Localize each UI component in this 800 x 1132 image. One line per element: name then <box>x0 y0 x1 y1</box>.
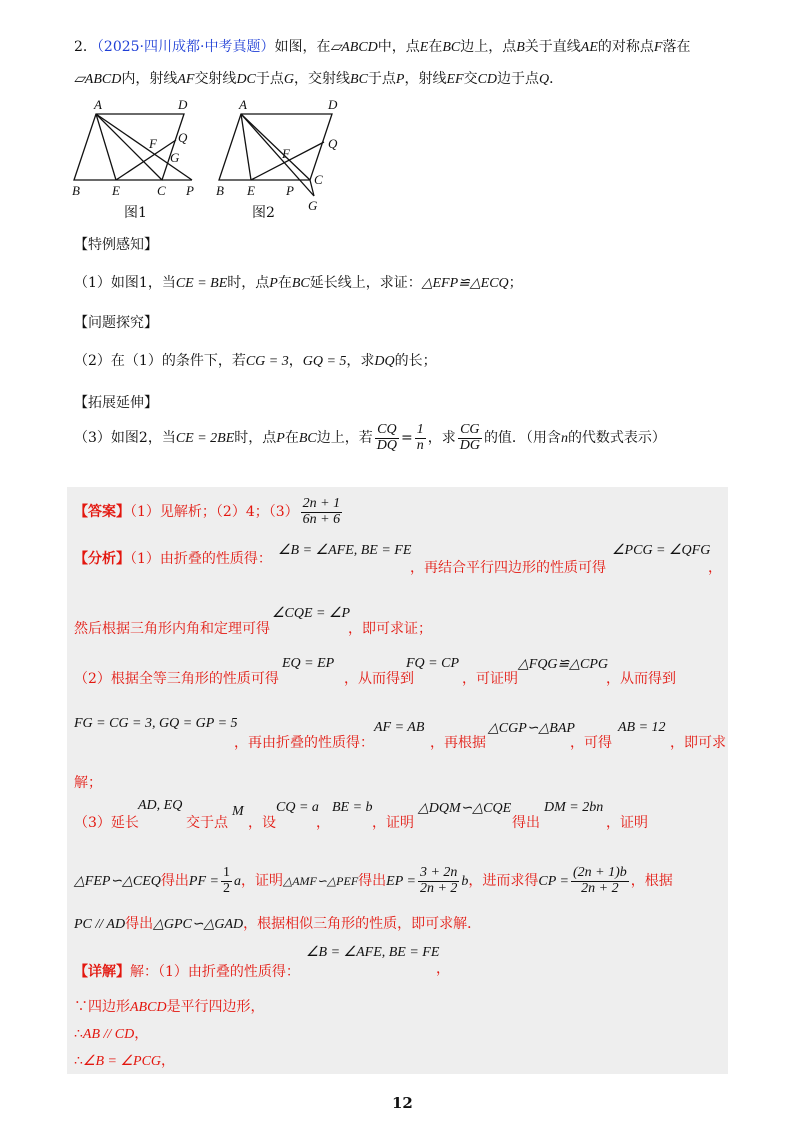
analysis-math-19: PC // AD <box>74 917 126 932</box>
fig1-label-c: C <box>157 183 166 198</box>
analysis-text-6c: ，设 <box>248 815 276 831</box>
detail-line-2: ∵四边形ABCD是平行四边形， <box>74 999 265 1015</box>
analysis-math-20: △GPC∽△GAD <box>153 917 244 932</box>
analysis-math-16: DM = 2bn <box>544 800 604 815</box>
fig1-label-d: D <box>178 97 188 112</box>
analysis-math-9: △CGP∽△BAP <box>488 721 575 736</box>
analysis-text-3c: ，可证明 <box>462 671 518 687</box>
analysis-math-1: ∠B = ∠AFE, BE = FE <box>278 543 412 558</box>
analysis-math-2: ∠PCG = ∠QFG <box>612 543 711 558</box>
detail-line-4: ∴∠B = ∠PCG， <box>74 1053 176 1069</box>
analysis-math-13: CQ = a <box>276 800 319 815</box>
question-2: （2）在（1）的条件下，若CG = 3，GQ = 5，求DQ的长； <box>74 353 437 369</box>
detail-tag: 【详解】 <box>74 964 130 980</box>
fig2-label-a: A <box>239 97 247 112</box>
analysis-math-14: BE = b <box>332 800 373 815</box>
fig1-label-q: Q <box>178 130 188 145</box>
detail-text-1b: ， <box>436 961 450 977</box>
answer-tag: 【答案】 <box>74 504 130 521</box>
fig1-label-p: P <box>186 183 194 198</box>
analysis-math-17: △FEP∽△CEQ <box>74 874 161 890</box>
section-explore: 【问题探究】 <box>74 315 158 331</box>
fig1-line-ap <box>96 114 192 180</box>
analysis-text-1c: ， <box>708 560 722 576</box>
analysis-text-6b: 交于点 <box>186 815 228 831</box>
answer-box <box>67 487 728 1074</box>
fig2-caption: 图2 <box>252 205 275 221</box>
analysis-text-1b: ，再结合平行四边形的性质可得 <box>410 560 606 576</box>
analysis-line-7: △FEP∽△CEQ得出PF = $\frac{1}{2}$ a，证明△AMF∽△PEF得出EP = $\frac{3 + 2n}{2n + 2}$ b，进而求得CP = $\frac{(2n + 1)b}{2n + 2}$ ，根据 <box>74 865 673 896</box>
analysis-text-4a: ，再由折叠的性质得： <box>234 735 374 751</box>
fig2-label-p: P <box>286 183 294 198</box>
ep-fraction: $\frac{3 + 2n}{2n + 2}$ <box>419 865 458 896</box>
page-number: 12 <box>392 1094 413 1112</box>
fig1-label-a: A <box>94 97 102 112</box>
analysis-math-7: FG = CG = 3, GQ = GP = 5 <box>74 716 238 731</box>
analysis-text-6d: ， <box>316 815 330 831</box>
answer-fraction: $\frac{2n + 1}{6n + 6}$ <box>302 496 341 527</box>
analysis-math-5: FQ = CP <box>406 656 459 671</box>
q3-ask-fraction: $\frac{CG}{DG}$ <box>459 422 480 453</box>
fig2-label-c: C <box>314 172 323 187</box>
analysis-line-8: PC // AD得出△GPC∽△GAD，根据相似三角形的性质，即可求解． <box>74 916 482 932</box>
detail-line-1: 【详解】解：（1）由折叠的性质得： <box>74 964 300 980</box>
analysis-line-2: 然后根据三角形内角和定理可得 <box>74 621 270 637</box>
analysis-line-1: 【分析】（1）由折叠的性质得： <box>74 551 272 567</box>
fig2-label-e: E <box>247 183 255 198</box>
fig2-label-q: Q <box>328 136 338 151</box>
geometry-figures <box>66 96 356 226</box>
analysis-line-5: 解； <box>74 775 102 791</box>
analysis-text-2b: ，即可求证； <box>348 621 432 637</box>
analysis-text-6g: ，证明 <box>606 815 648 831</box>
analysis-math-12: M <box>232 804 244 819</box>
fig2-label-d: D <box>328 97 338 112</box>
question-3: （3）如图2，当CE = 2BE时，点P在BC边上，若 $\frac{CQ}{DQ}$ = $\frac{1}{n}$ ，求 $\frac{CG}{DG}$ 的值．（用含n的代数式表示） <box>74 422 666 453</box>
section-special: 【特例感知】 <box>74 237 158 253</box>
analysis-math-15: △DQM∽△CQE <box>418 801 512 816</box>
fig1-label-f: F <box>149 136 157 151</box>
analysis-math-3: ∠CQE = ∠P <box>272 606 351 621</box>
analysis-math-18: △AMF∽△PEF <box>282 874 359 889</box>
analysis-text-3b: ，从而得到 <box>344 671 414 687</box>
fig1-label-b: B <box>72 183 80 198</box>
analysis-text-4c: ，可得 <box>570 735 612 751</box>
analysis-math-8: AF = AB <box>374 720 425 735</box>
analysis-line-3: （2）根据全等三角形的性质可得 <box>74 671 279 687</box>
fig1-label-g: G <box>170 150 180 165</box>
fig2-label-f: F <box>282 146 290 161</box>
analysis-math-11: AD, EQ <box>138 798 183 813</box>
answer-line: 【答案】（1）见解析；（2）4；（3） $\frac{2n + 1}{6n + 6}$ <box>74 496 341 527</box>
q3-rhs-fraction: $\frac{1}{n}$ <box>416 422 424 453</box>
fig1-line-eq <box>116 140 176 180</box>
analysis-text-3d: ，从而得到 <box>606 671 676 687</box>
detail-line-3: ∴AB // CD， <box>74 1026 149 1042</box>
analysis-text-6a: （3）延长 <box>74 815 139 831</box>
fig2-label-g: G <box>308 198 318 213</box>
analysis-text-4b: ，再根据 <box>430 735 486 751</box>
q3-ratio-fraction: $\frac{CQ}{DQ}$ <box>376 422 397 453</box>
cp-fraction: $\frac{(2n + 1)b}{2n + 2}$ <box>573 865 627 896</box>
problem-number: 2． <box>74 39 97 55</box>
fig2-label-b: B <box>216 183 224 198</box>
problem-line-2: ▱ABCD内，射线AF交射线DC于点G，交射线BC于点P，射线EF交CD边于点Q． <box>74 71 564 87</box>
fig1-label-e: E <box>112 183 120 198</box>
problem-source: （2025·四川成都·中考真题） <box>96 39 275 55</box>
analysis-text-6e: ，证明 <box>372 815 414 831</box>
section-extend: 【拓展延伸】 <box>74 395 158 411</box>
fig2-line-ac <box>241 114 310 180</box>
fig1-caption: 图1 <box>124 205 147 221</box>
half-fraction: $\frac{1}{2}$ <box>222 865 230 896</box>
question-1: （1）如图1，当CE = BE时，点P在BC延长线上，求证：△EFP≌△ECQ； <box>74 275 523 291</box>
analysis-text-6f: 得出 <box>512 815 540 831</box>
detail-math-1: ∠B = ∠AFE, BE = FE <box>306 945 440 960</box>
analysis-math-4: EQ = EP <box>282 656 335 671</box>
analysis-tag: 【分析】 <box>74 551 130 567</box>
figure-1 <box>74 114 192 180</box>
analysis-text-4d: ，即可求 <box>670 735 726 751</box>
problem-line-1: 2．（2025·四川成都·中考真题）如图，在▱ABCD中，点E在BC边上，点B关于直线AE的对称点F落在 <box>74 39 691 55</box>
analysis-math-6: △FQG≌△CPG <box>518 657 609 672</box>
analysis-math-10: AB = 12 <box>618 720 666 735</box>
